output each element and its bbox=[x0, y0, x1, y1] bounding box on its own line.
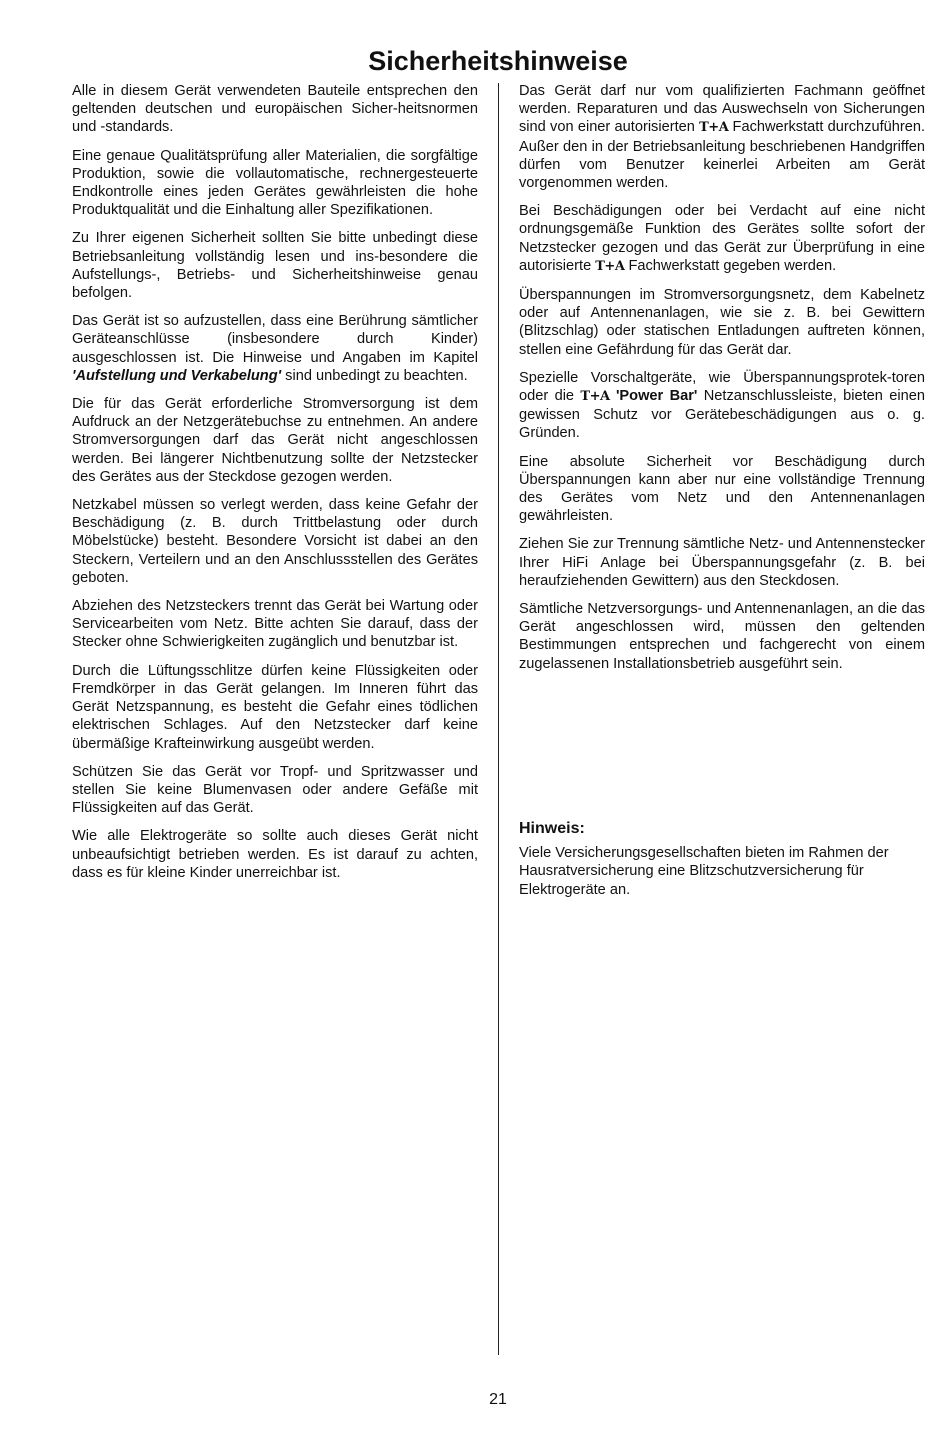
brand-logo: T+A bbox=[699, 120, 729, 136]
note-box bbox=[519, 820, 925, 899]
paragraph bbox=[72, 312, 478, 385]
paragraph: Schützen Sie das Gerät vor Tropf- und Spritzwasser und stellen Sie keine Blumenvasen oder andere Gefäße mit Flüssigkeiten auf das Gerät. bbox=[72, 763, 478, 817]
paragraph bbox=[519, 369, 925, 443]
paragraph: Zu Ihrer eigenen Sicherheit sollten Sie bitte unbedingt diese Betriebsanleitung vollständig lesen und ins-besondere die Aufstellungs-, Betriebs- und Sicherheitshinweise genau befolgen. bbox=[72, 230, 478, 302]
text-segment: sind unbedingt zu beachten. bbox=[281, 367, 468, 384]
left-column bbox=[72, 82, 478, 892]
text-segment: Fachwerkstatt durchzuführen. Außer den in der Betriebsanleitung beschriebenen Handgriffen dürfen vom Benutzer keinerlei Arbeiten am Gerät vorgenommen werden. bbox=[519, 119, 925, 192]
text-segment: Das Gerät ist so aufzustellen, dass eine Berührung sämtlicher Geräteanschlüsse (insbesondere durch Kinder) ausgeschlossen ist. Die Hinweise und Angaben im Kapitel bbox=[72, 313, 478, 366]
text-segment: Netzanschlussleiste, bieten einen gewissen Schutz vor Gerätebeschädigungen aus o. g. Gründen. bbox=[519, 388, 925, 442]
paragraph: Die für das Gerät erforderliche Stromversorgung ist dem Aufdruck an der Netzgerätebuchse zu entnehmen. An andere Stromversorgungen darf das Gerät nicht angeschlossen werden. Bei längerer Nichtbenutzung sollte der Netzstecker des Gerätes aus der Steckdose gezogen werden. bbox=[72, 396, 478, 485]
paragraph: Netzkabel müssen so verlegt werden, dass keine Gefahr der Beschädigung (z. B. durch Trittbelastung oder durch Möbelstücke) besteht. Besondere Vorsicht ist dabei an den Steckern, Verteilern und an den Anschlussstellen des Gerätes geboten. bbox=[72, 497, 478, 586]
brand-logo: T+A bbox=[595, 258, 625, 274]
column-divider bbox=[498, 83, 499, 1355]
chapter-reference: 'Aufstellung und Verkabelung' bbox=[72, 367, 282, 384]
paragraph: Eine genaue Qualitätsprüfung aller Materialien, die sorgfältige Produktion, sowie die vollautomatische, rechnergesteuerte Endkontrolle eines jeden Gerätes gewährleisten die hohe Produktqualität und die Einhaltung aller Spezifikationen. bbox=[72, 147, 478, 219]
product-name: 'Power Bar' bbox=[615, 388, 698, 405]
text-segment: Das Gerät darf nur vom qualifizierten Fachmann geöffnet werden. Reparaturen und das Auswechseln von Sicherungen sind von einer autorisierten bbox=[519, 83, 925, 136]
text-segment: Bei Beschädigungen oder bei Verdacht auf eine nicht ordnungsgemäße Funktion des Gerätes sollte sofort der Netzstecker gezogen und das Gerät zur Überprüfung in eine autorisierte bbox=[519, 203, 925, 274]
page-number: 21 bbox=[489, 1391, 507, 1408]
paragraph bbox=[519, 82, 925, 192]
brand-logo: T+A bbox=[580, 389, 610, 405]
paragraph: Eine absolute Sicherheit vor Beschädigung durch Überspannungen kann aber nur eine vollständige Trennung des Gerätes vom Netz und den Antennenanlagen gewährleisten. bbox=[519, 453, 925, 525]
paragraph: Alle in diesem Gerät verwendeten Bauteile entsprechen den geltenden deutschen und europäischen Sicher-heitsnormen und -standards. bbox=[72, 83, 478, 136]
note-text: Viele Versicherungsgesellschaften bieten im Rahmen der Hausratversicherung eine Blitzschutzversicherung für Elektrogeräte an. bbox=[519, 845, 889, 898]
paragraph: Überspannungen im Stromversorgungsnetz, dem Kabelnetz oder auf Antennenanlagen, wie sie z. B. bei Gewittern (Blitzschlag) oder statischen Entladungen auftreten können, stellen eine Gefährdung für das Gerät dar. bbox=[519, 287, 925, 358]
text-segment: Fachwerkstatt gegeben werden. bbox=[624, 257, 837, 274]
text-segment: Spezielle Vorschaltgeräte, wie Überspannungsprotek-toren oder die bbox=[519, 369, 925, 405]
paragraph bbox=[519, 202, 925, 276]
page-title: Sicherheitshinweise bbox=[368, 46, 628, 77]
note-title: Hinweis: bbox=[519, 820, 585, 837]
paragraph: Sämtliche Netzversorgungs- und Antennenanlagen, an die das Gerät angeschlossen wird, müssen den geltenden Bestimmungen entsprechen und fachgerecht von einem zugelassenen Installationsbetrieb ausgeführt sein. bbox=[519, 601, 925, 672]
paragraph: Wie alle Elektrogeräte so sollte auch dieses Gerät nicht unbeaufsichtigt betrieben werden. Es ist darauf zu achten, dass es für kleine Kinder unerreichbar ist. bbox=[72, 828, 478, 881]
paragraph: Durch die Lüftungsschlitze dürfen keine Flüssigkeiten oder Fremdkörper in das Gerät gelangen. Im Inneren führt das Gerät Netzspannung, es besteht die Gefahr eines tödlichen elektrischen Schlages. Auf den Netzstecker darf keine übermäßige Krafteinwirkung ausgeübt werden. bbox=[72, 662, 478, 752]
paragraph: Abziehen des Netzsteckers trennt das Gerät bei Wartung oder Servicearbeiten vom Netz. Bitte achten Sie darauf, dass der Stecker ohne Schwierigkeiten zugänglich und benutzbar ist. bbox=[72, 598, 478, 651]
right-column bbox=[519, 82, 925, 683]
paragraph: Ziehen Sie zur Trennung sämtliche Netz- und Antennenstecker Ihrer HiFi Anlage bei Überspannungsgefahr (z. B. bei heraufziehenden Gewittern) aus den Steckdosen. bbox=[519, 536, 925, 589]
